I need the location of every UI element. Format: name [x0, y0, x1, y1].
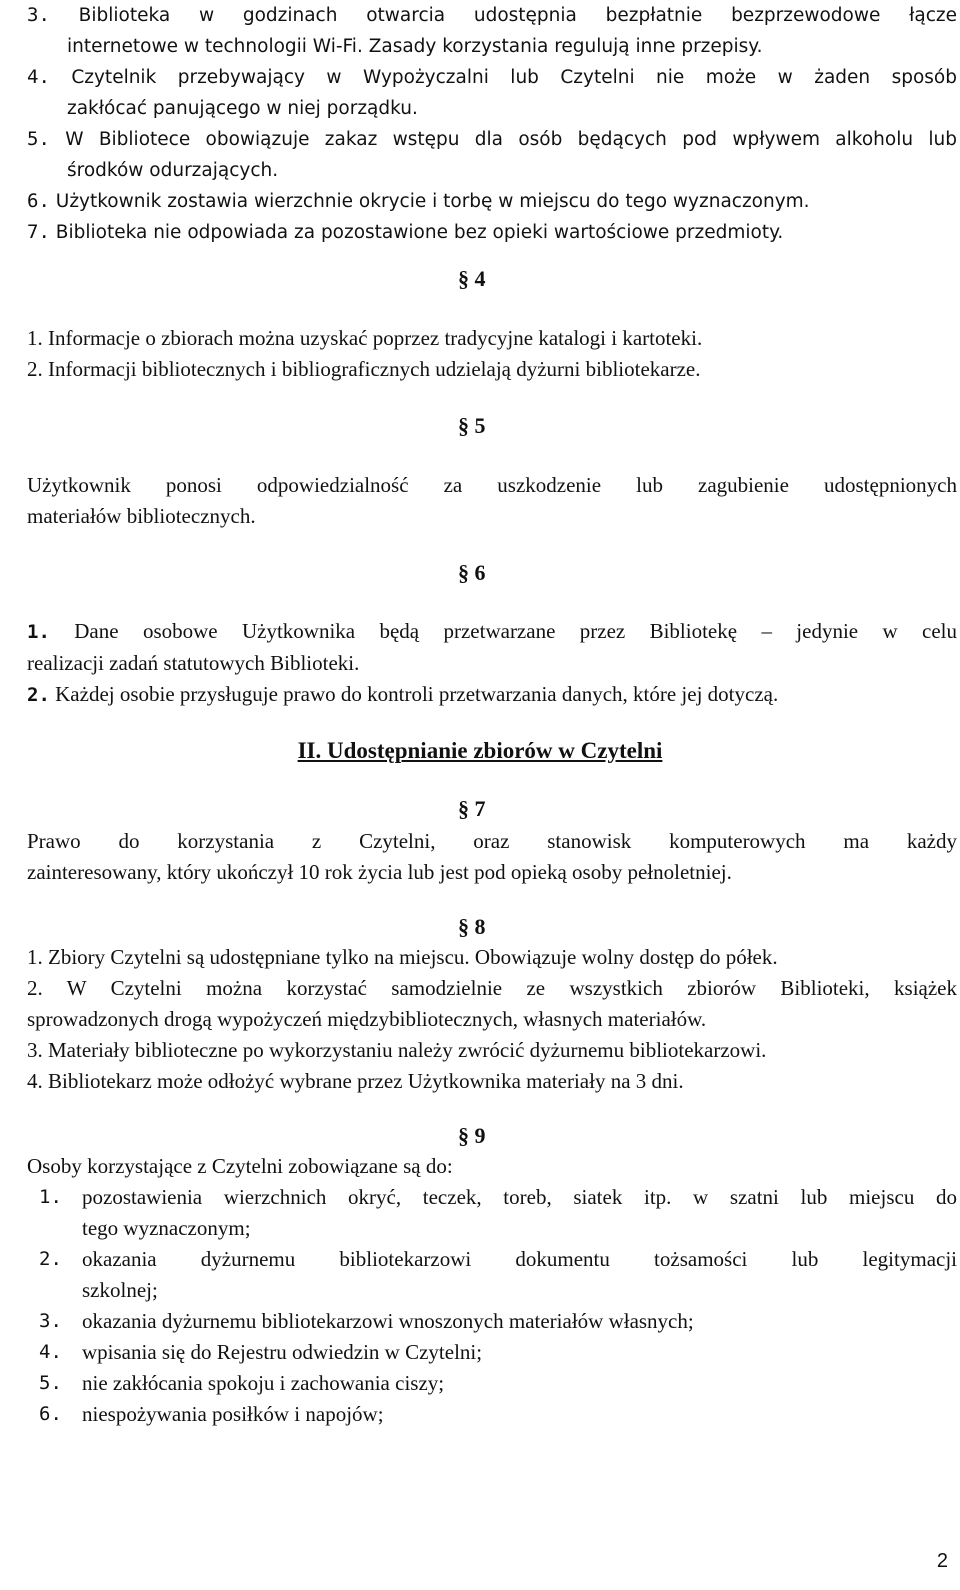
s9-item-1: 1. pozostawienia wierzchnich okryć, teczek, toreb, siatek itp. w szatni lub miejscu do tego wyznaczonym;	[39, 1185, 957, 1240]
section-5-body	[27, 470, 957, 532]
s9-item-4: 4. wpisania się do Rejestru odwiedzin w Czytelni;	[39, 1340, 483, 1364]
section-heading-7: § 7	[458, 796, 486, 821]
section-9-body	[27, 1151, 957, 1430]
rule-item-3-cont: internetowe w technologii Wi-Fi. Zasady korzystania regulują inne przepisy.	[67, 36, 763, 57]
section-heading-9: § 9	[458, 1123, 486, 1148]
s8-item-2: 2. W Czytelni można korzystać samodzielnie ze wszystkich zbiorów Biblioteki, książek	[27, 976, 957, 1000]
s5-line-1: Użytkownik ponosi odpowiedzialność za uszkodzenie lub zagubienie udostępnionych	[27, 473, 957, 497]
section-8-body	[27, 942, 957, 1097]
s9-intro: Osoby korzystające z Czytelni zobowiązane są do:	[27, 1154, 453, 1178]
rule-item-5-cont: środków odurzających.	[67, 160, 279, 181]
s9-item-2: 2. okazania dyżurnemu bibliotekarzowi dokumentu tożsamości lub legitymacji szkolnej;	[39, 1247, 957, 1302]
section-heading-6: § 6	[458, 560, 486, 585]
s9-item-5: 5. nie zakłócania spokoju i zachowania ciszy;	[39, 1371, 445, 1395]
s6-item-2: 2. Każdej osobie przysługuje prawo do kontroli przetwarzania danych, które jej dotyczą.	[27, 682, 779, 706]
s9-item-6: 6. niespożywania posiłków i napojów;	[39, 1402, 384, 1426]
section-heading-8: § 8	[458, 914, 486, 939]
page-number: 2	[936, 1550, 948, 1572]
rule-item-6: 6. Użytkownik zostawia wierzchnie okrycie i torbę w miejscu do tego wyznaczonym.	[27, 190, 810, 212]
s8-item-2-cont: sprowadzonych drogą wypożyczeń międzybibliotecznych, własnych materiałów.	[27, 1007, 707, 1031]
rule-item-3: 3. Biblioteka w godzinach otwarcia udostępnia bezpłatnie bezprzewodowe łącze	[27, 4, 957, 26]
section-7-body	[27, 826, 957, 888]
section-heading-5: § 5	[458, 413, 486, 438]
rule-item-7: 7. Biblioteka nie odpowiada za pozostawione bez opieki wartościowe przedmioty.	[27, 221, 784, 243]
s6-item-1: 1. Dane osobowe Użytkownika będą przetwarzane przez Bibliotekę – jedynie w celu	[27, 619, 957, 643]
s5-line-2: materiałów bibliotecznych.	[27, 504, 256, 528]
section-6-body	[27, 616, 957, 711]
rule-item-4: 4. Czytelnik przebywający w Wypożyczalni lub Czytelni nie może w żaden sposób	[27, 66, 957, 88]
s7-line-1: Prawo do korzystania z Czytelni, oraz stanowisk komputerowych ma każdy	[27, 829, 957, 853]
chapter-title: II. Udostępnianie zbiorów w Czytelni	[297, 738, 663, 763]
s9-item-3: 3. okazania dyżurnemu bibliotekarzowi wnoszonych materiałów własnych;	[39, 1309, 694, 1333]
s6-item-1-cont: realizacji zadań statutowych Biblioteki.	[27, 651, 360, 675]
s8-item-3: 3. Materiały biblioteczne po wykorzystaniu należy zwrócić dyżurnemu bibliotekarzowi.	[27, 1038, 767, 1062]
rules-list-top	[27, 0, 957, 248]
s8-item-4: 4. Bibliotekarz może odłożyć wybrane przez Użytkownika materiały na 3 dni.	[27, 1069, 684, 1093]
section-heading-4: § 4	[458, 266, 486, 291]
section-4-body	[27, 323, 957, 385]
s4-item-1: 1. Informacje o zbiorach można uzyskać poprzez tradycyjne katalogi i kartoteki.	[27, 326, 703, 350]
s4-item-2: 2. Informacji bibliotecznych i bibliograficznych udzielają dyżurni bibliotekarze.	[27, 357, 701, 381]
s8-item-1: 1. Zbiory Czytelni są udostępniane tylko na miejscu. Obowiązuje wolny dostęp do półek.	[27, 945, 778, 969]
rule-item-4-cont: zakłócać panującego w niej porządku.	[67, 98, 418, 119]
s7-line-2: zainteresowany, który ukończył 10 rok życia lub jest pod opieką osoby pełnoletniej.	[27, 860, 732, 884]
rule-item-5: 5. W Bibliotece obowiązuje zakaz wstępu dla osób będących pod wpływem alkoholu lub	[27, 128, 957, 150]
